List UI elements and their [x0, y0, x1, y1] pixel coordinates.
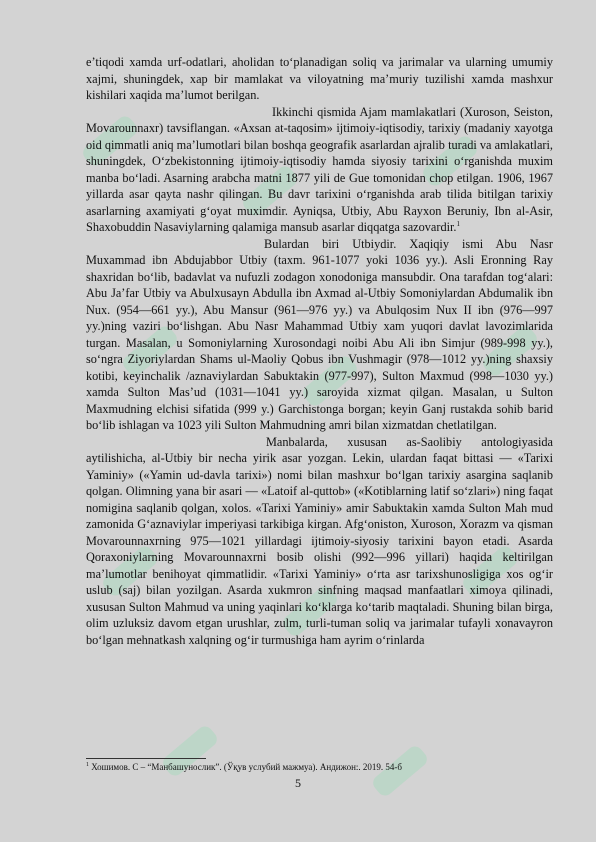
- footnote-reference: 1: [456, 219, 461, 228]
- page-body: [86, 54, 553, 648]
- footnote-marker: 1: [86, 762, 89, 768]
- page-number: 5: [295, 776, 301, 790]
- footnote: [86, 760, 553, 773]
- paragraph-3: Bulardan biri Utbiydir. Xaqiqiy ismi Abu Nasr Muxammad ibn Abdujabbor Utbiy (taxm. 961-1077 yoki 1036 yy.). Asli Eronning Ray shaxridan bo‘lib, badavlat va nufuzli zodagon xonodoniga mansubdir. Ona tarafdan tog‘alari: Abu Ja’far Utbiy va Abulxusayn Abdulla ibn Axmad al-Utbiy Somoniylardan Abdumalik ibn Nux. (954—661 yy.), Abu Mansur (961—976 yy.) va Abulqosim Nux II ibn (976—997 yy.)ning vaziri bo‘lishgan. Abu Nasr Mahammad Utbiy xam yuqori davlat lavozimlarida turgan. Masalan, u Somoniylarning Xurosondagi noibi Abu Ali ibn Simjur (989-998 yy.), so‘ngra Ziyoriylardan Shams ul-Maoliy Qobus ibn Vushmagir (978—1012 yy.)ning shaxsiy kotibi, keyinchalik /aznaviylardan Sabuktakin (977-997), Sulton Maxmud (998—1030 yy.) xamda Sulton Mas’ud (1031—1041 yy.) saroyida xizmat qilgan. Masalan, u Sulton Maxmudning elchisi sifatida (999 y.) Garchistonga borgan; keyin Ganj rustakda sohib barid bo‘lib ishlagan va 1023 yili Sulton Mahmudning amri bilan xizmatdan chetlatilgan.: [86, 236, 553, 432]
- paragraph-1: e’tiqodi xamda urf-odatlari, aholidan to‘planadigan soliq va jarimalar va ularning umumiy xajmi, shuningdek, xap bir mamlakat va viloyatning ma’muriy tuzilishi xamda mashxur kishilari xaqida ma’lumot berilgan.: [86, 55, 553, 102]
- paragraph-4: Manbalarda, xususan as-Saolibiy antologiyasida aytilishicha, al-Utbiy bir necha yirik asar yozgan. Lekin, ulardan faqat bittasi — «Tarixi Yaminiy» («Yamin ud-davla tarixi») nomi bilan mashxur bo‘lgan tarixiy asargina saqlanib qolgan. Olimning yana bir asari — «Latoif al-quttob» («Kotiblarning latif so‘zlari») ning faqat nomigina saqlanib qolgan, xolos. «Tarixi Yaminiy» amir Sabuktakin xamda Sulton Mah mud zamonida G‘aznaviylar imperiyasi tarkibiga kirgan. Afg‘oniston, Xuroson, Xorazm va qisman Movarounnaxrning 975—1021 yillardagi ijtimoiy-siyosiy tarixini bayon etadi. Asarda Qoraxoniylarning Movarounnaxrni bosib olishi (992—996 yillari) haqida keltirilgan ma’lumotlar benihoyat qimmatlidir. «Tarixi Yaminiy» o‘rta asr tarixshunosligiga xos og‘ir uslub (saj) bilan yozilgan. Asarda xukmron sinfning maqsad manfaatlari ximoya qilinadi, xususan Sulton Mahmud va uning yaqinlari ko‘klarga ko‘tarib maqtaladi. Shuning bilan birga, olim uzluksiz davom etgan urushlar, zulm, turli-tuman soliq va jarimalar tufayli xonavayron bo‘lgan mehnatkash xalqning og‘ir turmushiga ham ayrim o‘rinlarda: [86, 434, 553, 647]
- footnote-text: Хошимов. С – “Манбашунослик”. (Ўқув услубий мажмуа). Андижон:. 2019. 54-б: [91, 762, 402, 772]
- footnote-divider: [86, 758, 206, 759]
- paragraph-2: Ikkinchi qismida Ajam mamlakatlari (Xuroson, Seiston, Movarounnaxr) tavsiflangan. «Axsan at-taqosim» ijtimoiy-iqtisodiy, tarixiy (madaniy xayotga oid qimmatli aniq ma’lumotlari bilan boshqa geografik asarlardan ajralib turadi va amlakatlari, shuningdek, O‘zbekistonning ijtimoiy-iqtisodiy hamda siyosiy tarixini o‘rganishda muxim manba bo‘ladi. Asarning arabcha matni 1877 yili de Gue tomonidan chop etilgan. 1906, 1967 yillarda asar qayta nashr qilingan. Bu davr tarixini o‘rganishda arab tilida bitilgan tarixiy asarlarning axamiyati g‘oyat muximdir. Ayniqsa, Utbiy, Abu Rayxon Beruniy, Ibn al-Asir, Shaxobuddin Nasaviylarning qalamiga mansub asarlar diqqatga sazovardir.$^1$: [86, 104, 553, 234]
